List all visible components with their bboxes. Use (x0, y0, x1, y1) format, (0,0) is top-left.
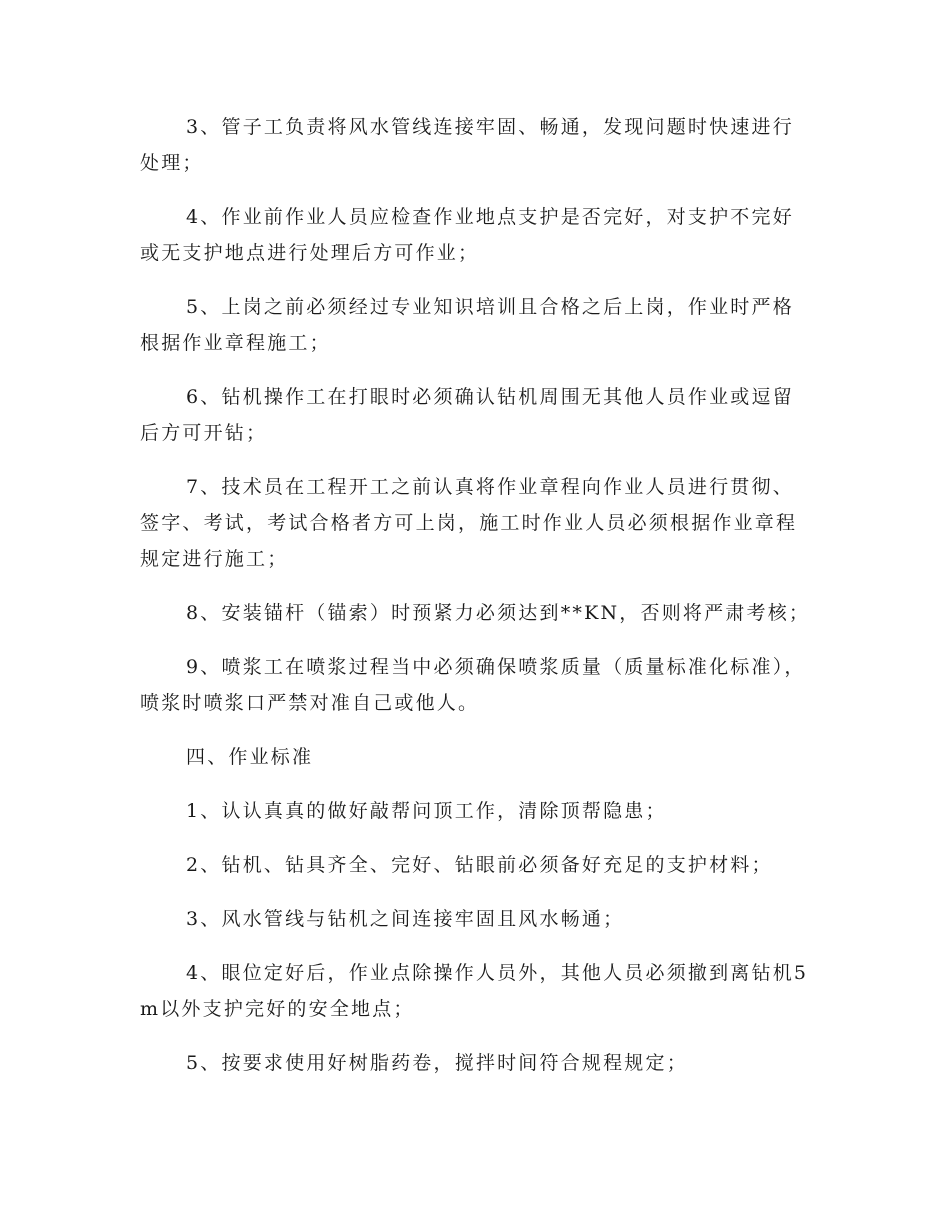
paragraph-standard-1: 1、认认真真的做好敲帮问顶工作，清除顶帮隐患； (186, 800, 667, 822)
paragraph-rule-6: 6、钻机操作工在打眼时必须确认钻机周围无其他人员作业或逗留后方可开钻； (140, 386, 794, 444)
section-heading: 四、作业标准 (186, 746, 314, 768)
paragraph-standard-2: 2、钻机、钻具齐全、完好、钻眼前必须备好充足的支护材料； (186, 854, 773, 876)
paragraph-rule-4: 4、作业前作业人员应检查作业地点支护是否完好，对支护不完好或无支护地点进行处理后方可作业； (140, 206, 794, 264)
paragraph-standard-5: 5、按要求使用好树脂药卷，搅拌时间符合规程规定； (186, 1052, 688, 1074)
document-body (140, 109, 812, 1099)
paragraph-standard-3: 3、风水管线与钻机之间连接牢固且风水畅通； (186, 908, 625, 930)
paragraph-rule-9: 9、喷浆工在喷浆过程当中必须确保喷浆质量（质量标准化标准），喷浆时喷浆口严禁对准自己或他人。 (140, 656, 806, 714)
paragraph-rule-8: 8、安装锚杆（锚索）时预紧力必须达到**KN，否则将严肃考核； (186, 602, 811, 624)
paragraph-rule-5: 5、上岗之前必须经过专业知识培训且合格之后上岗，作业时严格根据作业章程施工； (140, 296, 794, 354)
paragraph-standard-4: 4、眼位定好后，作业点除操作人员外，其他人员必须撤到离钻机5m以外支护完好的安全地点； (140, 962, 809, 1020)
paragraph-rule-7: 7、技术员在工程开工之前认真将作业章程向作业人员进行贯彻、签字、考试，考试合格者方可上岗，施工时作业人员必须根据作业章程规定进行施工； (140, 476, 798, 570)
paragraph-rule-3: 3、管子工负责将风水管线连接牢固、畅通，发现问题时快速进行处理； (140, 116, 794, 174)
